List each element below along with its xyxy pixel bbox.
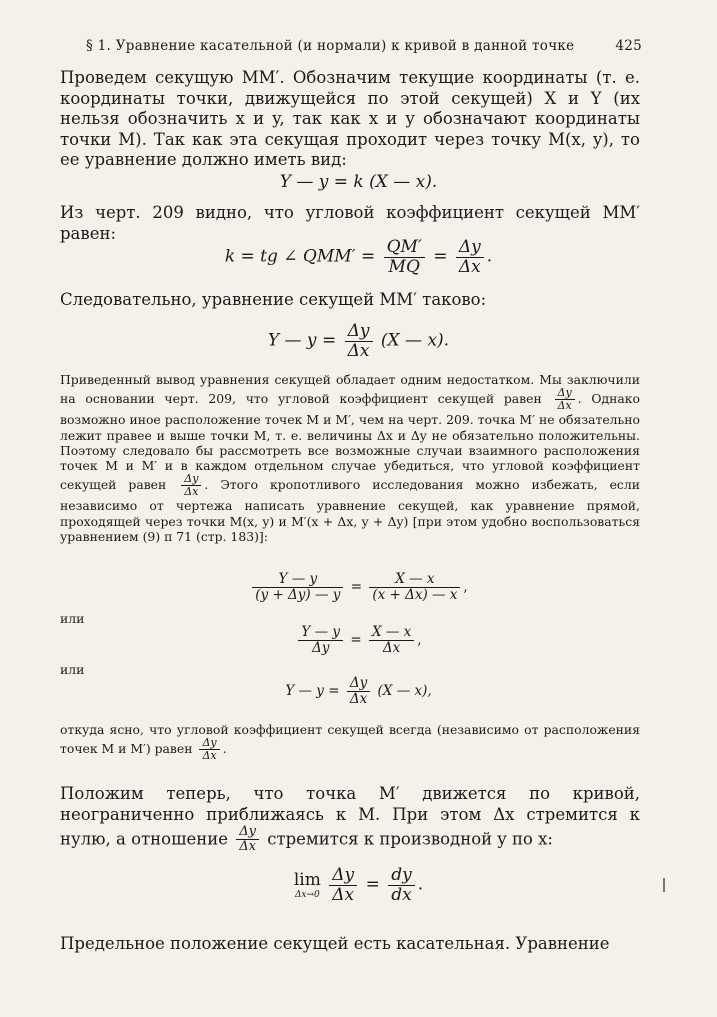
word-or: или: [60, 611, 85, 626]
fraction-dy-dx: $\frac{\Delta y}{\Delta x}$: [236, 825, 259, 855]
fraction-dy-dx: $\frac{\Delta y}{\Delta x}$: [199, 737, 219, 762]
small-print-conclusion: откуда ясно, что угловой коэффициент секущей всегда (независимо от расположения точек M и M′) равен $\frac{\Delta y}{\Delta x}$ .: [60, 722, 640, 763]
paragraph-tangent: Предельное положение секущей есть касательная. Уравнение: [60, 934, 610, 953]
fraction-dy-dx: $\frac{\Delta y}{\Delta x}$: [456, 238, 484, 276]
paragraph-secant: Проведем секущую MM′. Обозначим текущие координаты (т. е. координаты точки, движущейся по этой секущей) X и Y (их нельзя обозначить x и y, так как x и y обозначают координаты точки M). Так как эта секущая проходит через точку M(x, y), то ее уравнение должно иметь вид:: [60, 68, 640, 169]
word-or: или: [60, 662, 85, 677]
equation-secant-general: Y — y = k (X — x).: [279, 172, 438, 192]
fraction-dy-dx: $\frac{\Delta y}{\Delta x}$: [181, 473, 201, 498]
running-header: [86, 38, 642, 54]
fraction-dy-dx: $\frac{\Delta y}{\Delta x}$: [345, 322, 373, 360]
margin-mark: [663, 878, 665, 892]
equation-slope: k = tg ∠ QMM′ = $\frac{QM'}{MQ}$ = $\frac{\Delta y}{\Delta x}$ .: [224, 237, 493, 277]
page-number: 425: [615, 38, 642, 54]
equation-derivative-limit: lim Δx→0 $\frac{\Delta y}{\Delta x}$ = $\frac{dy}{dx}$ .: [293, 865, 424, 905]
fraction-dy-dx: $\frac{\Delta y}{\Delta x}$: [555, 387, 575, 412]
fraction-qm: $\frac{QM'}{MQ}$: [384, 238, 425, 276]
equation-secant: Y — y = $\frac{\Delta y}{\Delta x}$ (X — x).: [267, 321, 450, 361]
equation-secant-small: Y — y = $\frac{\Delta y}{\Delta x}$ (X — x),: [285, 675, 432, 707]
paragraph-limit: Положим теперь, что точка M′ движется по кривой, неограниченно приближаясь к M. При этом Δx стремится к нулю, а отношение $\frac{\Delta y}{\Delta x}$ стремится к производной y по x:: [60, 784, 640, 855]
equation-ratio: $\frac{Y — y}{\Delta y}$ = $\frac{X — x}{\Delta x}$ ,: [0, 625, 717, 656]
running-title: § 1. Уравнение касательной (и нормали) к кривой в данной точке: [86, 38, 575, 54]
paragraph-slope: Из черт. 209 видно, что угловой коэффициент секущей MM′ равен:: [60, 203, 640, 243]
small-print-remark: Приведенный вывод уравнения секущей обладает одним недостатком. Мы заключили на основании черт. 209, что угловой коэффициент секущей равен $\frac{\Delta y}{\Delta x}$ . Однако возможно иное расположение точек M и M′, чем на черт. 209. точка M′ не обязательно лежит правее и выше точки M, т. е. величины Δx и Δy не обязательно положительны. Поэтому следовало бы рассмотреть все возможные случаи взаимного расположения точек M и M′ и в каждом отдельном случае убедиться, что угловой коэффициент секущей равен $\frac{\Delta y}{\Delta x}$ . Этого кропотливого исследования можно избежать, если независимо от чертежа написать уравнение секущей, как уравнение прямой, проходящей через точки M(x, y) и M′(x + Δx, y + Δy) [при этом удобно воспользоваться уравнением (9) п 71 (стр. 183)]:: [60, 372, 640, 544]
paragraph-therefore: Следовательно, уравнение секущей MM′ таково:: [60, 290, 487, 309]
equation-two-point: $\frac{Y — y}{(y + \Delta y) — y}$ = $\frac{X — x}{(x + \Delta x) — x}$ ,: [0, 572, 717, 603]
